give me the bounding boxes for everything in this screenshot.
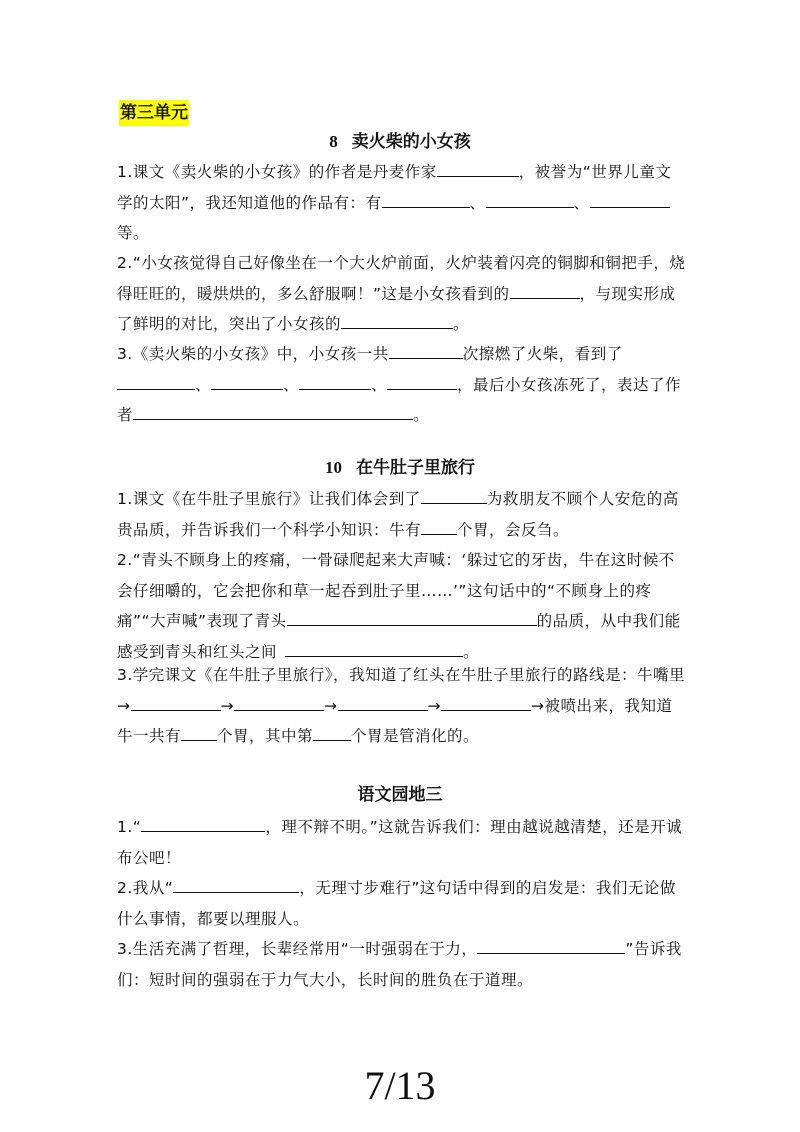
question-text: ，与现实形成了鲜明的对比，突出了小女孩的 xyxy=(117,284,676,333)
question-text: 。 xyxy=(463,642,480,661)
answer-blank[interactable] xyxy=(389,357,463,359)
answer-blank[interactable] xyxy=(486,206,574,208)
answer-blank[interactable] xyxy=(341,327,453,329)
section-title-garden xyxy=(0,784,800,806)
answer-blank[interactable] xyxy=(477,952,625,954)
question-text: 。 xyxy=(413,406,430,424)
question-text: 、 xyxy=(371,375,388,394)
question-8-1 xyxy=(117,157,687,249)
section-title-8 xyxy=(0,131,800,153)
answer-blank[interactable] xyxy=(387,388,457,390)
answer-blank[interactable] xyxy=(173,891,299,893)
question-text: 个胃，其中第 xyxy=(217,727,314,745)
answer-blank[interactable] xyxy=(421,533,457,535)
question-text: → xyxy=(220,696,234,715)
answer-blank[interactable] xyxy=(421,502,487,504)
page-number: 7/13 xyxy=(364,1063,436,1108)
question-text: 、 xyxy=(469,193,486,212)
answer-blank[interactable] xyxy=(181,739,217,741)
section-title-text: 卖火柴的小女孩 xyxy=(351,132,471,152)
section-title-text: 在牛肚子里旅行 xyxy=(356,458,475,478)
question-10-1 xyxy=(117,484,687,545)
answer-blank[interactable] xyxy=(382,206,470,208)
unit-label: 第三单元 xyxy=(119,100,189,126)
question-text: 1.课文《卖火柴的小女孩》的作者是丹麦作家 xyxy=(117,163,437,181)
question-text: 、 xyxy=(195,375,212,394)
answer-blank[interactable] xyxy=(211,388,283,390)
question-text: 次擦燃了火柴，看到了 xyxy=(462,345,623,363)
answer-blank[interactable] xyxy=(131,709,221,711)
question-text: 2.“小女孩觉得自己好像坐在一个大火炉前面，火炉装着闪亮的铜脚和铜把手，烧得旺旺的，暖烘烘的，多么舒服啊！”这是小女孩看到的 xyxy=(117,254,686,303)
answer-blank[interactable] xyxy=(117,388,195,390)
question-text: → xyxy=(324,696,338,715)
answer-blank[interactable] xyxy=(141,830,265,832)
question-text: 、 xyxy=(573,193,590,212)
question-text: 1.“ xyxy=(117,818,142,836)
answer-blank[interactable] xyxy=(234,709,324,711)
question-text: 3.《卖火柴的小女孩》中，小女孩一共 xyxy=(117,345,389,363)
question-10-3 xyxy=(117,660,687,752)
answer-blank[interactable] xyxy=(590,206,670,208)
answer-blank[interactable] xyxy=(441,709,531,711)
question-text: 的品质，从中我们能感受到青头和红头之间 xyxy=(117,612,681,661)
answer-blank[interactable] xyxy=(338,709,428,711)
question-text: 个胃是管消化的。 xyxy=(351,727,480,745)
answer-blank[interactable] xyxy=(510,297,580,299)
question-text: 、 xyxy=(283,375,300,394)
section-title-text: 语文园地三 xyxy=(357,785,443,805)
question-text: 为救朋友不顾个人安危的高贵品质，并告诉我们一个科学小知识：牛有 xyxy=(117,490,679,539)
answer-blank[interactable] xyxy=(299,388,371,390)
question-text: 3.生活充满了哲理，长辈经常用“一时强弱在于力， xyxy=(117,940,478,958)
section-title-10 xyxy=(0,457,800,479)
question-text: 个胃，会反刍。 xyxy=(457,520,570,539)
question-text: 等。 xyxy=(117,224,150,242)
answer-blank[interactable] xyxy=(287,624,537,626)
answer-blank[interactable] xyxy=(313,739,351,741)
answer-blank[interactable] xyxy=(285,655,463,657)
question-text: ，无理寸步难行”这句话中得到的启发是：我们无论做什么事情，都要以理服人。 xyxy=(117,879,676,928)
question-8-3 xyxy=(117,339,687,431)
question-text: 1.课文《在牛肚子里旅行》让我们体会到了 xyxy=(117,490,421,508)
section-number: 8 xyxy=(329,132,338,151)
question-8-2 xyxy=(117,248,687,340)
question-text: 3.学完课文《在牛肚子里旅行》，我知道了红头在牛肚子里旅行的路线是：牛嘴里→ xyxy=(117,666,686,715)
question-text: → xyxy=(427,696,441,715)
answer-blank[interactable] xyxy=(437,175,519,177)
question-text: 。 xyxy=(453,315,470,333)
answer-blank[interactable] xyxy=(133,418,413,420)
question-text: →被喷出来，我知道牛一共有 xyxy=(117,696,673,745)
question-text: 2.我从“ xyxy=(117,879,174,897)
question-text: ，被誉为“世界儿童文学的太阳”，我还知道他的作品有：有 xyxy=(117,163,672,212)
question-g-3 xyxy=(117,934,687,995)
question-g-1 xyxy=(117,812,687,873)
question-text: ”告诉我们：短时间的强弱在于力气大小，长时间的胜负在于道理。 xyxy=(117,940,682,989)
question-text: 2.“青头不顾身上的疼痛，一骨碌爬起来大声喊：‘躲过它的牙齿，牛在这时候不会仔细嚼的，它会把你和草一起吞到肚子里……’”这句话中的“不顾身上的疼痛”“大声喊”表现了青头 xyxy=(117,551,675,630)
question-10-2 xyxy=(117,545,687,667)
question-g-2 xyxy=(117,873,687,934)
section-number: 10 xyxy=(325,458,342,477)
question-text: ，最后小女孩冻死了，表达了作者 xyxy=(117,375,682,424)
question-text: ，理不辩不明。”这就告诉我们：理由越说越清楚，还是开诚布公吧！ xyxy=(117,818,683,867)
